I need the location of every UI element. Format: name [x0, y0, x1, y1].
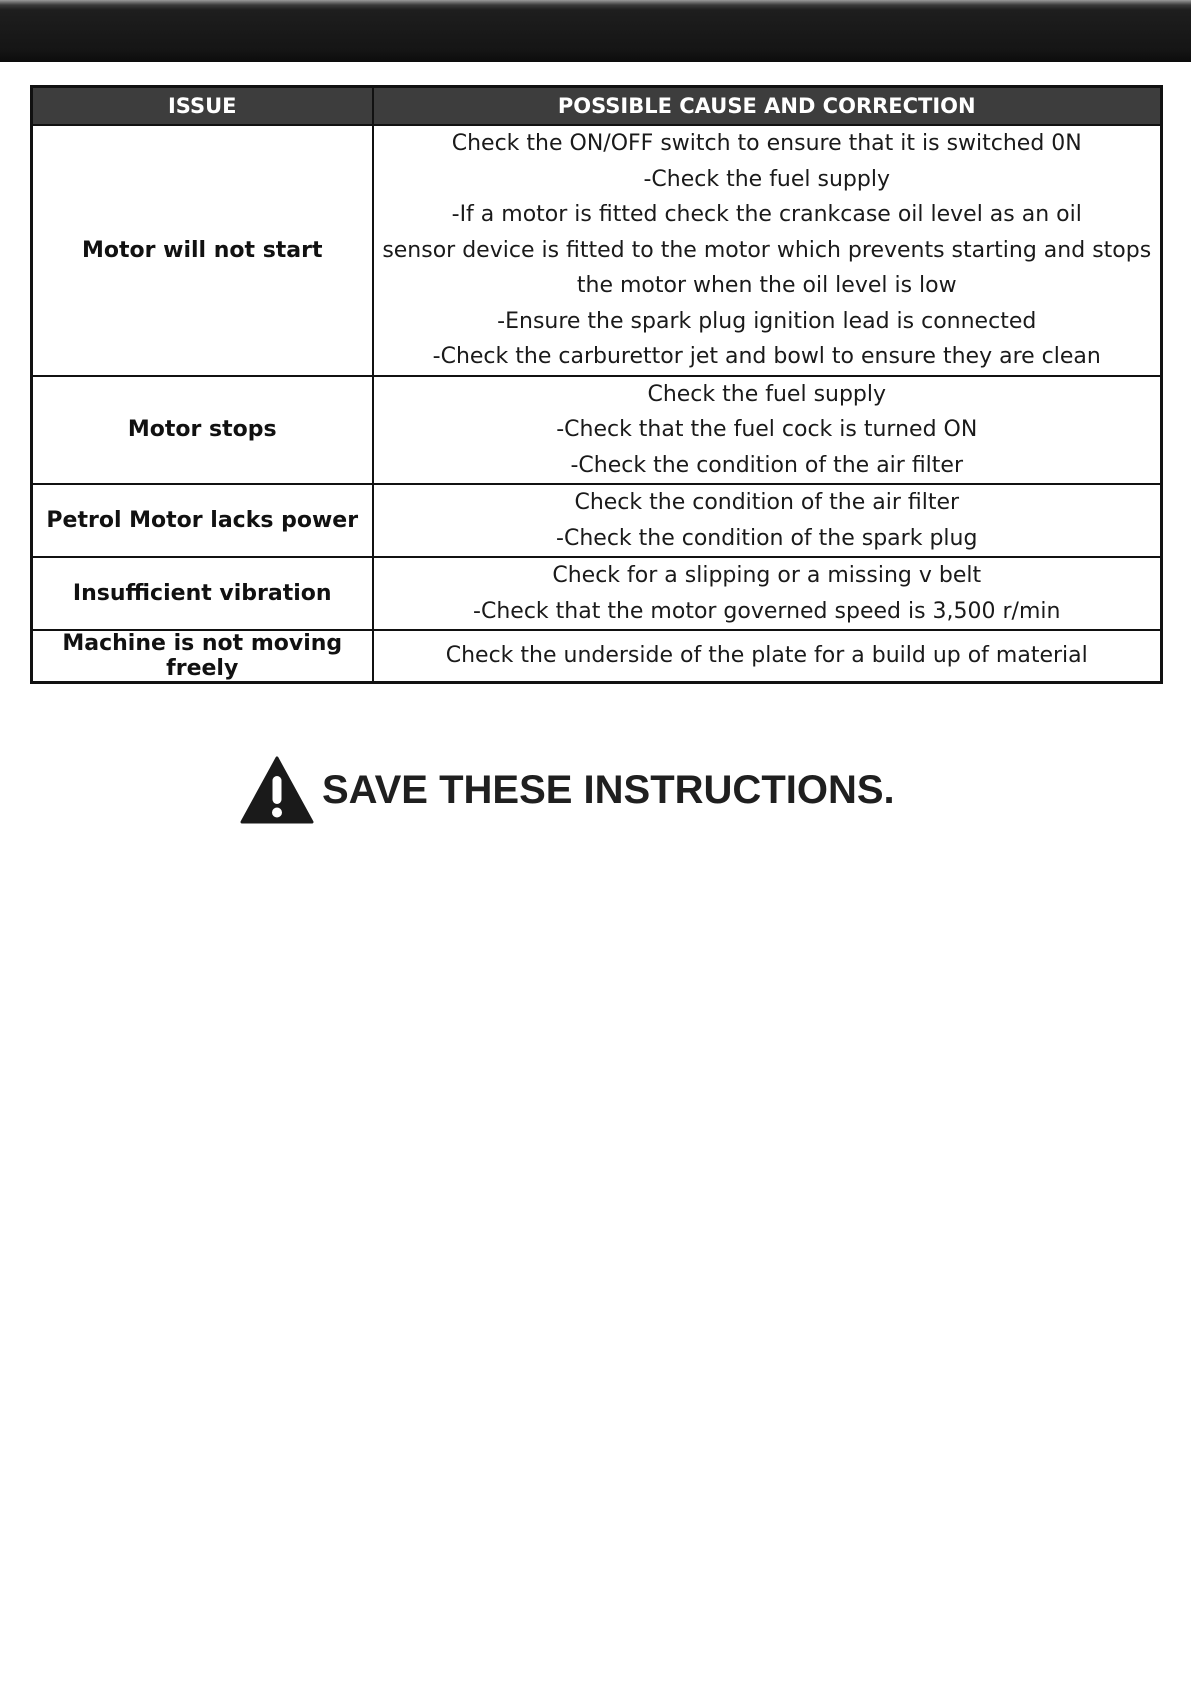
cause-cell	[373, 484, 1162, 557]
table-row	[32, 630, 1162, 683]
cause-cell	[373, 376, 1162, 485]
troubleshooting-table-container	[30, 85, 1163, 684]
cause-line: Check for a slipping or a missing v belt	[552, 563, 982, 588]
issue-column-header: ISSUE	[32, 87, 373, 126]
cause-line: -Check the carburettor jet and bowl to ensure they are clean	[432, 344, 1101, 369]
issue-cell: Motor will not start	[32, 125, 373, 376]
issue-cell: Petrol Motor lacks power	[32, 484, 373, 557]
cause-column-header: POSSIBLE CAUSE AND CORRECTION	[373, 87, 1162, 126]
cause-line: the motor when the oil level is low	[576, 273, 957, 298]
cause-line: sensor device is fitted to the motor which prevents starting and stops	[382, 237, 1152, 263]
cause-cell	[373, 630, 1162, 683]
header-bar	[0, 0, 1191, 62]
cause-line: Check the condition of the air filter	[574, 490, 960, 515]
cause-line: -Check that the motor governed speed is 3,500 r/min	[473, 598, 1061, 624]
issue-cell: Machine is not moving freely	[32, 630, 373, 683]
troubleshooting-table	[30, 85, 1163, 684]
cause-cell	[373, 557, 1162, 630]
save-instructions-text: SAVE THESE INSTRUCTIONS.	[322, 767, 895, 812]
issue-cell: Motor stops	[32, 376, 373, 485]
cause-line: -Ensure the spark plug ignition lead is connected	[497, 308, 1037, 334]
table-row	[32, 557, 1162, 630]
cause-line: Check the fuel supply	[647, 381, 887, 407]
table-row	[32, 484, 1162, 557]
cause-line: -Check the condition of the spark plug	[556, 525, 978, 551]
cause-line: -Check the condition of the air filter	[570, 452, 964, 478]
cause-cell	[373, 125, 1162, 376]
cause-line: -If a motor is fitted check the crankcase oil level as an oil	[451, 202, 1082, 227]
issue-cell: Insufficient vibration	[32, 557, 373, 630]
cause-line: Check the underside of the plate for a build up of material	[445, 643, 1088, 669]
warning-triangle-icon	[240, 756, 314, 824]
cause-line: Check the ON/OFF switch to ensure that it is switched 0N	[451, 131, 1082, 156]
table-header-row	[32, 87, 1162, 126]
cause-line: -Check the fuel supply	[643, 166, 890, 192]
table-row	[32, 125, 1162, 376]
save-instructions-notice	[240, 756, 895, 824]
table-row	[32, 376, 1162, 485]
cause-line: -Check that the fuel cock is turned ON	[556, 417, 978, 442]
